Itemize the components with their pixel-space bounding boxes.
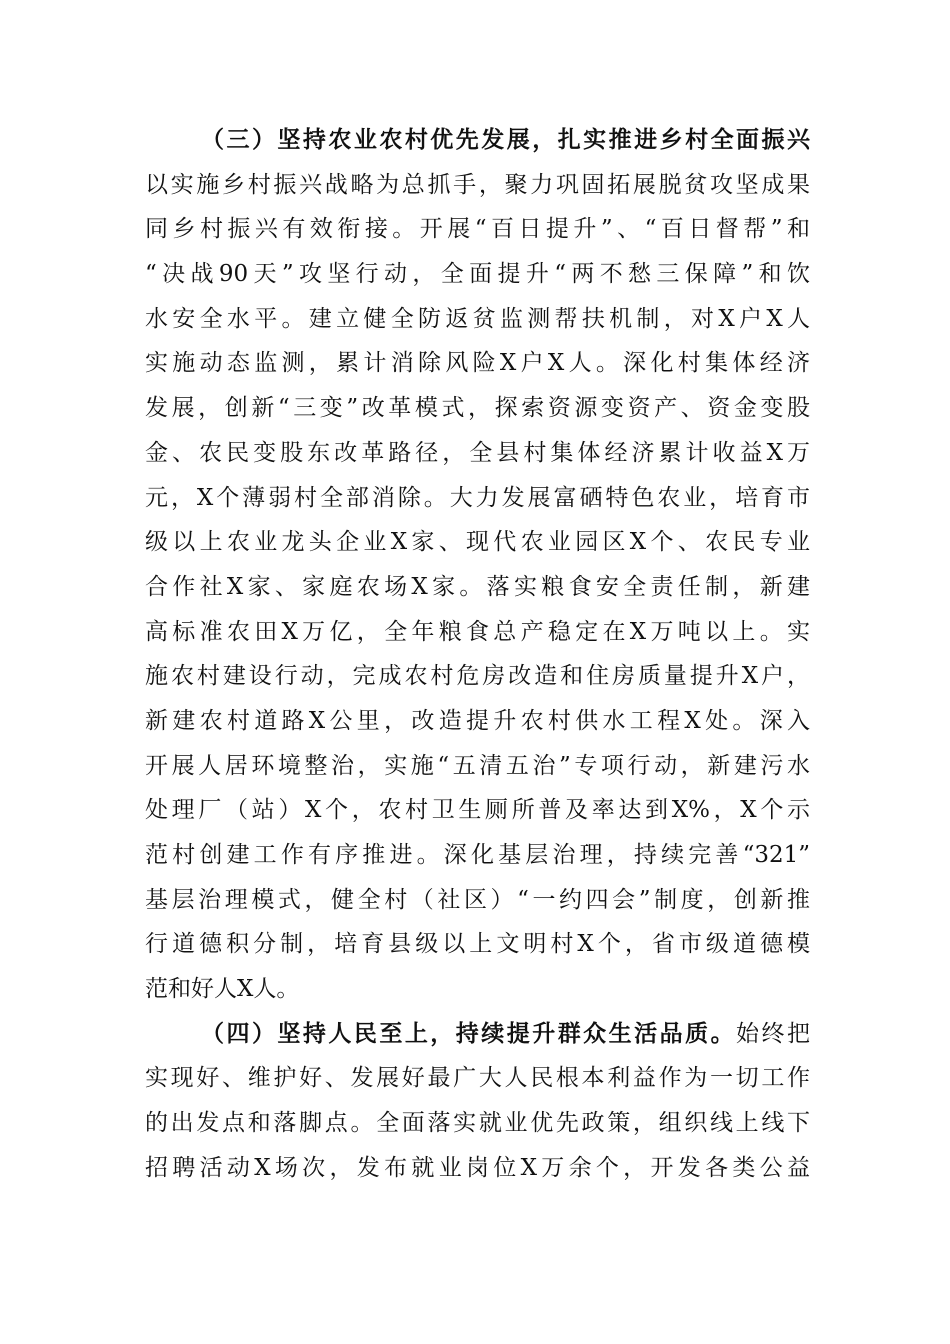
paragraph-line: 同乡村振兴有效衔接。开展“百日提升”、“百日督帮”和 xyxy=(145,216,810,243)
paragraph-line: 开展人居环境整治，实施“五清五治”专项行动，新建污水 xyxy=(145,752,810,779)
paragraph-line: 新建农村道路X公里，改造提升农村供水工程X处。深入 xyxy=(145,707,810,734)
paragraph-line: 元，X个薄弱村全部消除。大力发展富硒特色农业，培育市 xyxy=(145,484,810,511)
section-heading-4-text: （四）坚持人民至上，持续提升群众生活品质。 xyxy=(201,1019,737,1047)
paragraph-line: 高标准农田X万亿，全年粮食总产稳定在X万吨以上。实 xyxy=(145,618,810,645)
paragraph-line: 发展，创新“三变”改革模式，探索资源变资产、资金变股 xyxy=(145,395,810,422)
paragraph-line: 处理厂（站）X个，农村卫生厕所普及率达到X%，X个示 xyxy=(145,797,810,824)
paragraph-line: 合作社X家、家庭农场X家。落实粮食安全责任制，新建 xyxy=(145,573,810,600)
paragraph-line: 行道德积分制，培育县级以上文明村X个，省市级道德模 xyxy=(145,931,810,958)
paragraph-line-last: 范和好人X人。 xyxy=(145,976,300,1003)
paragraph-line: 实现好、维护好、发展好最广大人民根本利益作为一切工作 xyxy=(145,1065,810,1092)
paragraph-line: 金、农民变股东改革路径，全县村集体经济累计收益X万 xyxy=(145,439,810,466)
document-body xyxy=(145,118,810,1191)
paragraph-line: 基层治理模式，健全村（社区）“一约四会”制度，创新推 xyxy=(145,886,810,913)
paragraph-line: 招聘活动X场次，发布就业岗位X万余个，开发各类公益 xyxy=(145,1154,810,1181)
section-heading-4-line xyxy=(145,1012,810,1057)
paragraph-line: 施农村建设行动，完成农村危房改造和住房质量提升X户， xyxy=(145,663,810,690)
section-heading-3 xyxy=(145,118,810,163)
paragraph-line: 范村创建工作有序推进。深化基层治理，持续完善“321” xyxy=(145,842,810,868)
paragraph-line: 的出发点和落脚点。全面落实就业优先政策，组织线上线下 xyxy=(145,1110,810,1137)
section-heading-3-text: （三）坚持农业农村优先发展，扎实推进乡村全面振兴 xyxy=(201,126,810,153)
paragraph-line: 级以上农业龙头企业X家、现代农业园区X个、农民专业 xyxy=(145,529,810,556)
paragraph-line: “决战90天”攻坚行动，全面提升“两不愁三保障”和饮 xyxy=(145,261,810,288)
section-heading-4-tail: 始终把 xyxy=(736,1020,811,1047)
paragraph-line: 水安全水平。建立健全防返贫监测帮扶机制，对X户X人 xyxy=(145,305,810,332)
paragraph-line: 实施动态监测，累计消除风险X户X人。深化村集体经济 xyxy=(145,350,810,377)
paragraph-line: 以实施乡村振兴战略为总抓手，聚力巩固拓展脱贫攻坚成果 xyxy=(145,171,810,198)
